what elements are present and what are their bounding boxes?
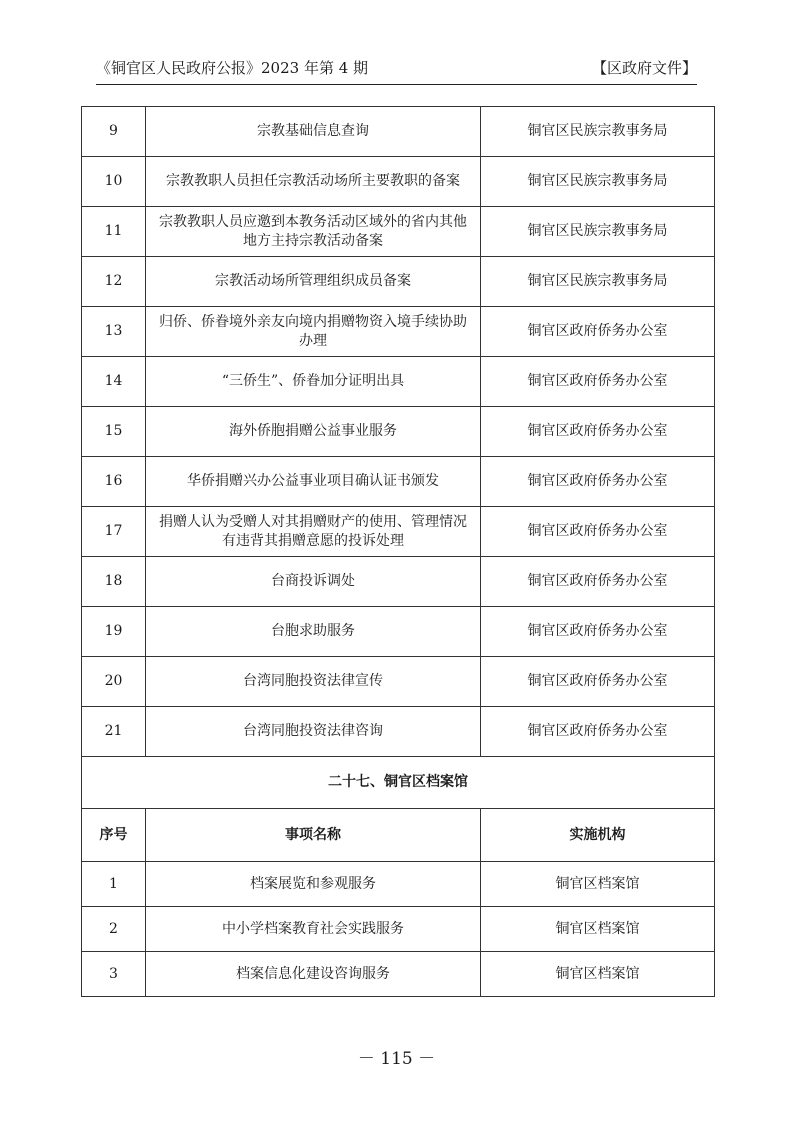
item-number: 2 [82, 907, 146, 952]
item-number: 13 [82, 307, 146, 357]
item-number: 10 [82, 157, 146, 207]
table-row [82, 862, 715, 907]
column-header-row [82, 809, 715, 862]
service-items-table [81, 106, 715, 997]
header-divider [96, 84, 697, 85]
item-name: 台胞求助服务 [146, 607, 481, 657]
item-organization: 铜官区民族宗教事务局 [481, 207, 715, 257]
page-number: － 115 － [357, 1049, 436, 1069]
item-name: 台湾同胞投资法律宣传 [146, 657, 481, 707]
item-name: 台商投诉调处 [146, 557, 481, 607]
table-row [82, 507, 715, 557]
item-name: 宗教基础信息查询 [146, 107, 481, 157]
item-name: 宗教活动场所管理组织成员备案 [146, 257, 481, 307]
item-organization: 铜官区政府侨务办公室 [481, 307, 715, 357]
table-row [82, 952, 715, 997]
item-name: 中小学档案教育社会实践服务 [146, 907, 481, 952]
column-header-name: 事项名称 [146, 809, 481, 862]
table-row [82, 307, 715, 357]
table-row [82, 657, 715, 707]
item-name: 宗教教职人员担任宗教活动场所主要教职的备案 [146, 157, 481, 207]
item-organization: 铜官区政府侨务办公室 [481, 557, 715, 607]
item-organization: 铜官区政府侨务办公室 [481, 357, 715, 407]
section-title: 二十七、铜官区档案馆 [82, 757, 715, 809]
item-organization: 铜官区档案馆 [481, 952, 715, 997]
item-number: 20 [82, 657, 146, 707]
table-row [82, 107, 715, 157]
item-name: 档案信息化建设咨询服务 [146, 952, 481, 997]
item-number: 17 [82, 507, 146, 557]
item-organization: 铜官区档案馆 [481, 862, 715, 907]
item-number: 1 [82, 862, 146, 907]
document-section-label: 【区政府文件】 [591, 59, 697, 77]
item-number: 12 [82, 257, 146, 307]
table-row [82, 907, 715, 952]
item-name: 海外侨胞捐赠公益事业服务 [146, 407, 481, 457]
page-header [96, 55, 697, 81]
item-organization: 铜官区政府侨务办公室 [481, 707, 715, 757]
item-name: 台湾同胞投资法律咨询 [146, 707, 481, 757]
item-organization: 铜官区档案馆 [481, 907, 715, 952]
table-row [82, 557, 715, 607]
item-organization: 铜官区政府侨务办公室 [481, 507, 715, 557]
item-organization: 铜官区民族宗教事务局 [481, 257, 715, 307]
item-number: 3 [82, 952, 146, 997]
item-number: 9 [82, 107, 146, 157]
item-name: 宗教教职人员应邀到本教务活动区域外的省内其他地方主持宗教活动备案 [146, 207, 481, 257]
table-row [82, 707, 715, 757]
item-organization: 铜官区政府侨务办公室 [481, 657, 715, 707]
table-row [82, 457, 715, 507]
section-heading-row [82, 757, 715, 809]
item-number: 16 [82, 457, 146, 507]
item-number: 19 [82, 607, 146, 657]
item-organization: 铜官区政府侨务办公室 [481, 607, 715, 657]
item-number: 15 [82, 407, 146, 457]
item-name: 捐赠人认为受赠人对其捐赠财产的使用、管理情况有违背其捐赠意愿的投诉处理 [146, 507, 481, 557]
table-row [82, 407, 715, 457]
item-number: 21 [82, 707, 146, 757]
bulletin-title: 《铜官区人民政府公报》2023 年第 4 期 [96, 59, 369, 77]
item-number: 18 [82, 557, 146, 607]
table-row [82, 207, 715, 257]
item-name: 归侨、侨眷境外亲友向境内捐赠物资入境手续协助办理 [146, 307, 481, 357]
table-row [82, 257, 715, 307]
table-row [82, 607, 715, 657]
column-header-organization: 实施机构 [481, 809, 715, 862]
column-header-number: 序号 [82, 809, 146, 862]
item-name: 华侨捐赠兴办公益事业项目确认证书颁发 [146, 457, 481, 507]
item-organization: 铜官区政府侨务办公室 [481, 457, 715, 507]
item-number: 11 [82, 207, 146, 257]
table-row [82, 157, 715, 207]
item-organization: 铜官区政府侨务办公室 [481, 407, 715, 457]
item-name: 档案展览和参观服务 [146, 862, 481, 907]
table-row [82, 357, 715, 407]
item-organization: 铜官区民族宗教事务局 [481, 157, 715, 207]
item-number: 14 [82, 357, 146, 407]
item-organization: 铜官区民族宗教事务局 [481, 107, 715, 157]
item-name: “三侨生”、侨眷加分证明出具 [146, 357, 481, 407]
